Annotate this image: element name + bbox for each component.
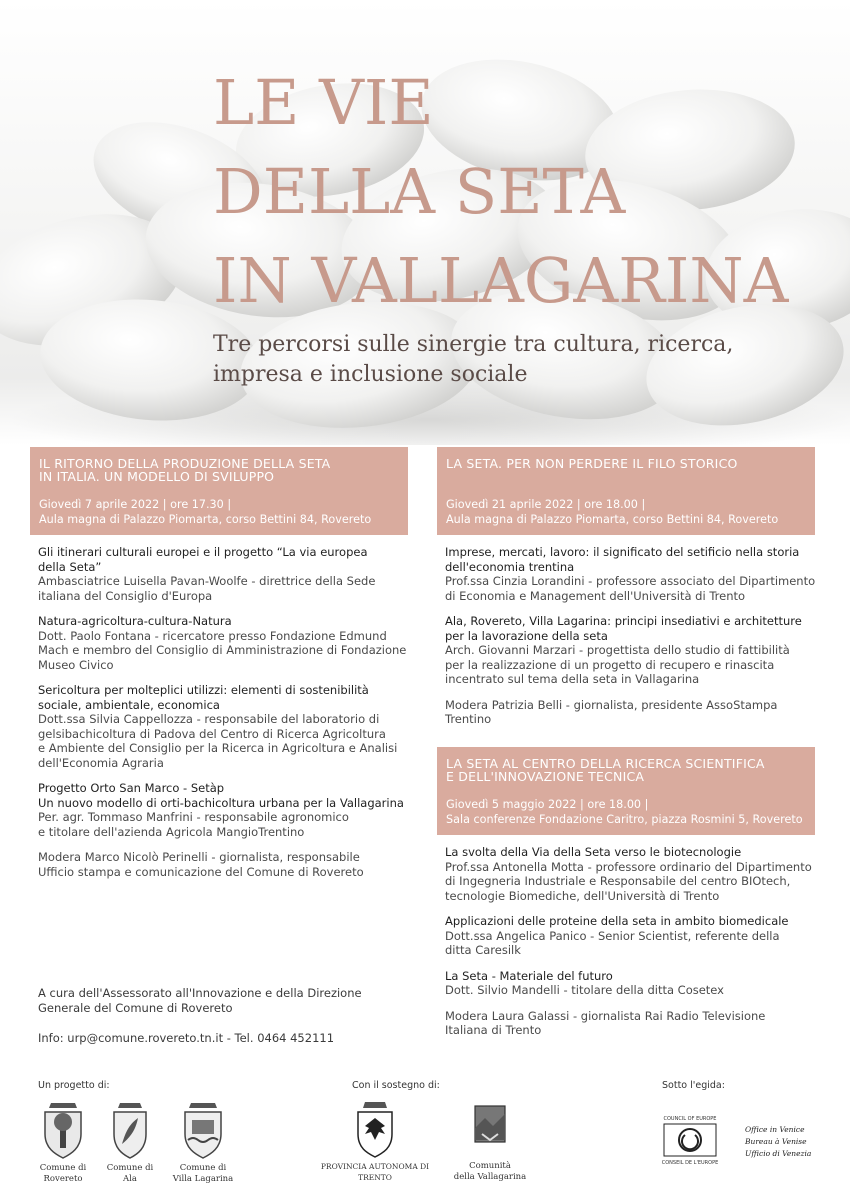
talk-speaker: Arch. Giovanni Marzari - progettista dello studio di fattibilità [445, 643, 790, 657]
logo-caption: Comune di [106, 1163, 154, 1173]
moderator-text: Modera Marco Nicolò Perinelli - giornalista, responsabile [38, 850, 360, 864]
logo-caption: Comunità [469, 1161, 511, 1171]
moderator-text: Italiana di Trento [445, 1023, 542, 1037]
logo-caption: Rovereto [43, 1174, 83, 1184]
talk-speaker: dell'Economia Agraria [38, 755, 164, 770]
moderator-text: Modera Laura Galassi - giornalista Rai Radio Televisione [445, 1008, 766, 1023]
support-label: Con il sostegno di: [352, 1080, 440, 1091]
session-1 [30, 447, 408, 879]
talk-title: Imprese, mercati, lavoro: il significato del setificio nella storia [445, 545, 800, 559]
logo-caption: Ala [123, 1174, 137, 1184]
talk-speaker: tecnologie Biomediche, dell'Università di Trento [445, 888, 720, 903]
contact-info: Info: urp@comune.rovereto.tn.it - Tel. 0464 452111 [38, 1031, 335, 1045]
session-venue: Aula magna di Palazzo Piomarta, corso Bettini 84, Rovereto [446, 513, 779, 526]
session-title-line: IL RITORNO DELLA PRODUZIONE DELLA SETA [39, 456, 331, 471]
session-date-venue [446, 797, 807, 827]
credits-line: A cura dell'Assessorato all'Innovazione e della Direzione [38, 986, 362, 1000]
event-subtitle [213, 330, 813, 390]
talk-speaker: e Ambiente del Consiglio per la Ricerca in Agricoltura e Analisi [38, 741, 398, 755]
talk-speaker: Dott.ssa Silvia Cappellozza - responsabile del laboratorio di [38, 712, 380, 726]
talk-item [30, 683, 408, 770]
talk-item [30, 545, 408, 603]
talk-speaker: Dott. Paolo Fontana - ricercatore presso Fondazione Edmund [38, 628, 387, 643]
moderator [30, 850, 408, 879]
logo-caption: della Vallagarina [453, 1172, 527, 1182]
talk-title: Gli itinerari culturali europei e il progetto “La via europea [38, 545, 368, 559]
logo-caption: Comune di [39, 1163, 87, 1173]
talk-title: La svolta della Via della Seta verso le biotecnologie [445, 845, 742, 859]
moderator [437, 698, 815, 727]
talk-title: Applicazioni delle proteine della seta in ambito biomedicale [445, 914, 789, 928]
logo-caption: Comune di [179, 1163, 227, 1173]
talk-item [30, 614, 408, 672]
talk-speaker: Prof.ssa Cinzia Lorandini - professore associato del Dipartimento [445, 574, 816, 588]
talk-speaker: ditta Caresilk [445, 943, 521, 957]
rovereto-logo [33, 1100, 93, 1185]
session-date: Giovedì 7 aprile 2022 | ore 17.30 | [39, 498, 232, 511]
provincia-trento-logo [305, 1100, 445, 1183]
session-venue: Aula magna di Palazzo Piomarta, corso Bettini 84, Rovereto [39, 513, 372, 526]
talk-speaker: Per. agr. Tommaso Manfrini - responsabile agronomico [38, 810, 349, 824]
talk-speaker: di Ingegneria Industriale e Responsabile del centro BIOtech, [445, 874, 791, 888]
title-line: IN VALLAGARINA [213, 244, 789, 317]
session-title-line: LA SETA. PER NON PERDERE IL FILO STORICO [446, 456, 738, 471]
session-banner [30, 447, 408, 535]
title-line: LE VIE [213, 66, 434, 139]
talk-speaker: gelsibachicoltura di Padova del Centro di Ricerca Agricoltura [38, 726, 386, 741]
title-line: DELLA SETA [213, 155, 626, 228]
logo-caption: Villa Lagarina [172, 1174, 234, 1184]
session-date-venue [446, 497, 807, 527]
talk-speaker: per la realizzazione di un progetto di recupero e rinascita [445, 657, 775, 672]
organizer-credits [38, 986, 362, 1046]
session-title [446, 757, 807, 783]
session-title-line: LA SETA AL CENTRO DELLA RICERCA SCIENTIFICA [446, 756, 765, 771]
subtitle-line: Tre percorsi sulle sinergie tra cultura, ricerca, [213, 332, 734, 357]
ala-crest-icon [110, 1100, 150, 1160]
talk-title: Progetto Orto San Marco - Setàp [38, 781, 225, 795]
hero-image [0, 0, 850, 445]
talk-title: La Seta - Materiale del futuro [445, 968, 613, 983]
talk-item [437, 969, 815, 998]
talk-title: Sericoltura per molteplici utilizzi: elementi di sostenibilità [38, 683, 369, 697]
coe-seal-text: COUNCIL OF EUROPE [663, 1116, 717, 1122]
talk-speaker: Mach e membro del Consiglio di Amministrazione di Fondazione [38, 643, 407, 657]
session-title [39, 457, 400, 483]
coe-office-line: Ufficio di Venezia [745, 1149, 812, 1158]
council-of-europe-logo [660, 1116, 720, 1167]
session-title-line: IN ITALIA. UN MODELLO DI SVILUPPO [39, 469, 275, 484]
talk-item [437, 845, 815, 903]
event-title [213, 58, 833, 325]
session-date-venue [39, 497, 400, 527]
talk-title: Un nuovo modello di orti-bachicoltura urbana per la Vallagarina [38, 795, 404, 810]
talk-title: sociale, ambientale, economica [38, 697, 220, 712]
talk-speaker: di Economia e Management dell'Università di Trento [445, 588, 746, 603]
session-title-line: E DELL'INNOVAZIONE TECNICA [446, 769, 645, 784]
ala-logo [102, 1100, 158, 1185]
patronage-label: Sotto l'egida: [662, 1080, 725, 1091]
comunita-vallagarina-logo [450, 1100, 530, 1183]
talk-title: Natura-agricoltura-cultura-Natura [38, 614, 232, 628]
comunita-crest-icon [470, 1100, 510, 1158]
talk-title: dell'economia trentina [445, 559, 575, 574]
talk-title: Ala, Rovereto, Villa Lagarina: principi insediativi e architetture [445, 614, 802, 628]
talk-speaker: Museo Civico [38, 657, 114, 672]
session-banner [437, 447, 815, 535]
talk-speaker: Ambasciatrice Luisella Pavan-Woolfe - direttrice della Sede [38, 574, 376, 588]
talk-item [30, 781, 408, 839]
coe-seal-text: CONSEIL DE L'EUROPE [661, 1160, 719, 1166]
moderator [437, 1009, 815, 1038]
session-date: Giovedì 5 maggio 2022 | ore 18.00 | [446, 798, 649, 811]
logo-caption: PROVINCIA AUTONOMA DI TRENTO [320, 1162, 430, 1182]
moderator-text: Ufficio stampa e comunicazione del Comune di Rovereto [38, 864, 364, 879]
moderator-text: Modera Patrizia Belli - giornalista, presidente AssoStampa [445, 697, 778, 712]
session-venue: Sala conferenze Fondazione Caritro, piazza Rosmini 5, Rovereto [446, 813, 803, 826]
talk-title: per la lavorazione della seta [445, 628, 608, 643]
talk-speaker: Dott.ssa Angelica Panico - Senior Scientist, referente della [445, 928, 780, 943]
project-label: Un progetto di: [38, 1080, 110, 1091]
moderator-text: Trentino [445, 712, 492, 726]
rovereto-crest-icon [39, 1100, 87, 1160]
session-banner [437, 747, 815, 835]
session-date: Giovedì 21 aprile 2022 | ore 18.00 | [446, 498, 646, 511]
talk-speaker: incentrato sul tema della seta in Vallagarina [445, 672, 700, 686]
talk-title: della Seta” [38, 559, 102, 574]
talk-item [437, 614, 815, 687]
talk-speaker: e titolare dell'azienda Agricola MangioTrentino [38, 824, 305, 839]
eagle-crest-icon [355, 1100, 395, 1158]
talk-speaker: Prof.ssa Antonella Motta - professore ordinario del Dipartimento [445, 859, 812, 874]
credits-line: Generale del Comune di Rovereto [38, 1001, 233, 1015]
talk-item [437, 914, 815, 958]
coe-office-line: Bureau à Venise [745, 1137, 807, 1146]
villa-lagarina-crest-icon [180, 1100, 226, 1160]
coe-office-line: Office in Venice [745, 1125, 805, 1134]
session-3 [437, 747, 815, 1038]
session-title [446, 457, 807, 483]
council-of-europe-emblem-icon [663, 1123, 717, 1157]
session-2 [437, 447, 815, 727]
talk-item [437, 545, 815, 603]
coe-office-text [745, 1124, 811, 1160]
talk-speaker: Dott. Silvio Mandelli - titolare della ditta Cosetex [445, 983, 724, 997]
villa-lagarina-logo [168, 1100, 238, 1185]
talk-speaker: italiana del Consiglio d'Europa [38, 588, 213, 603]
subtitle-line: impresa e inclusione sociale [213, 362, 528, 387]
